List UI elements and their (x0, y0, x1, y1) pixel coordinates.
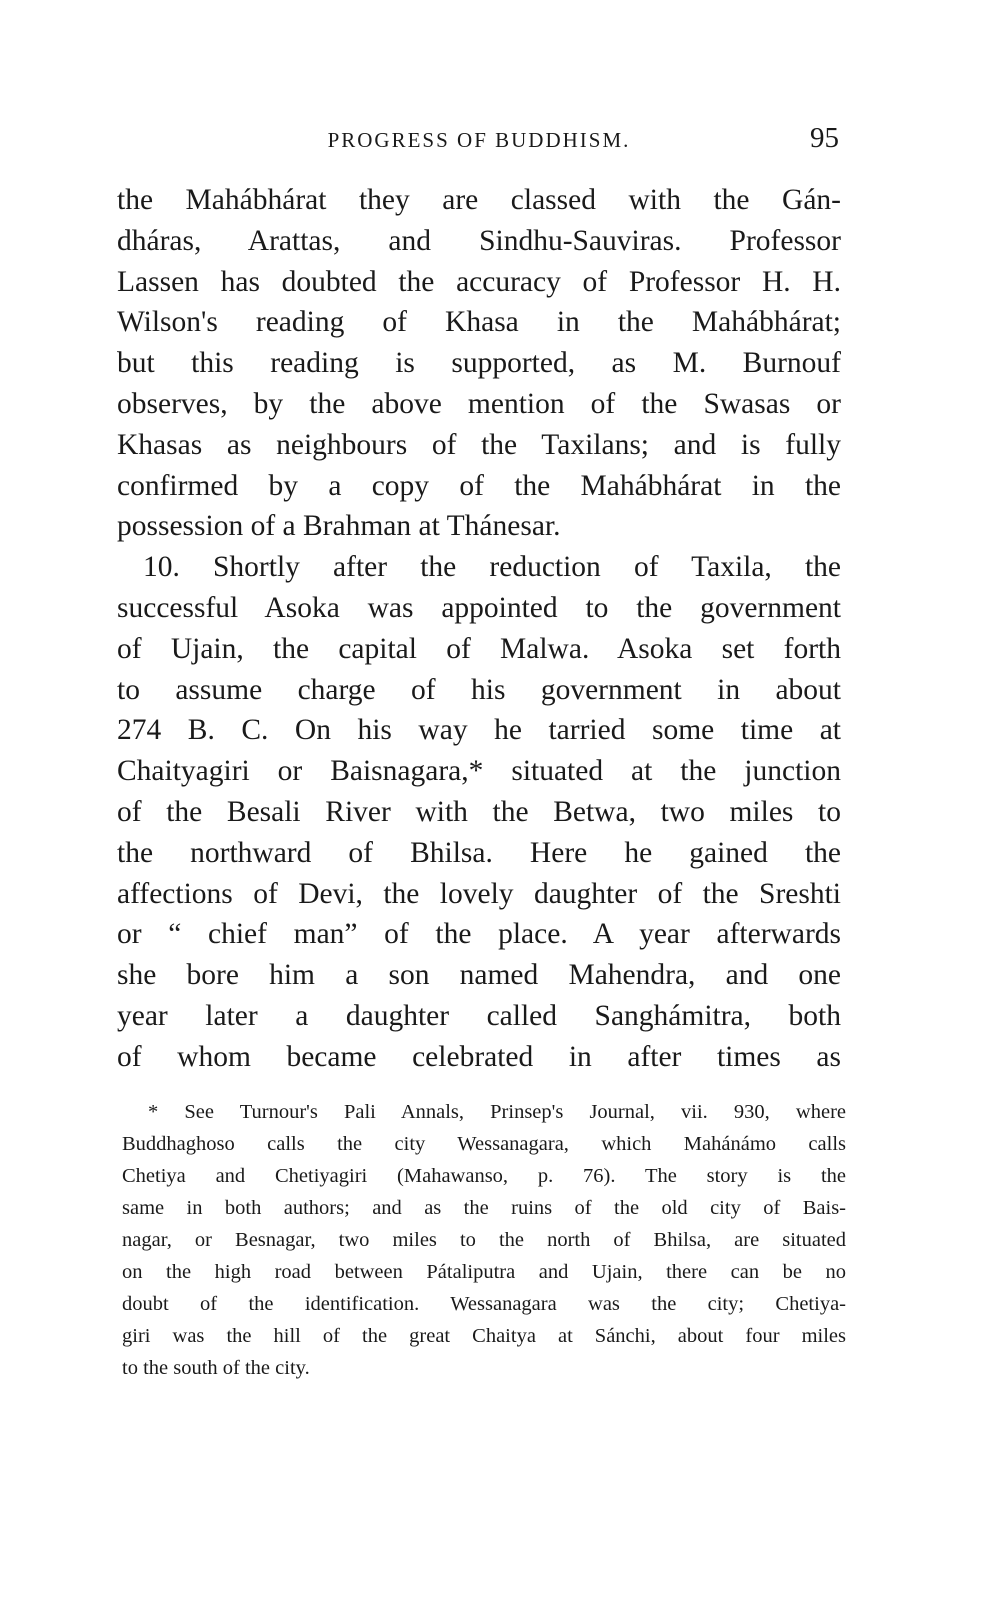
footnote-line: on the high road between Pátaliputra and Ujain, there can be no (122, 1261, 846, 1283)
paragraph-start-line: 10. Shortly after the reduction of Taxila, the (143, 551, 841, 584)
text-line: the Mahábhárat they are classed with the Gán- (117, 184, 841, 216)
text-line: Khasas as neighbours of the Taxilans; and is fully (117, 428, 841, 461)
paragraph-end-line: possession of a Brahman at Thánesar. (117, 510, 561, 543)
text-line: she bore him a son named Mahendra, and one (117, 959, 841, 992)
text-line: Chaityagiri or Baisnagara,* situated at the junction (117, 755, 841, 788)
footnote-line: Buddhaghoso calls the city Wessanagara, which Mahánámo calls (122, 1133, 846, 1155)
running-title: PROGRESS OF BUDDHISM. (327, 128, 631, 152)
text-line: year later a daughter called Sanghámitra, both (117, 999, 841, 1032)
text-line: Wilson's reading of Khasa in the Mahábhárat; (117, 306, 841, 339)
footnote-line: Chetiya and Chetiyagiri (Mahawanso, p. 76). The story is the (122, 1165, 846, 1187)
text-line: Lassen has doubted the accuracy of Professor H. H. (117, 265, 841, 298)
text-line: affections of Devi, the lovely daughter of the Sreshti (117, 877, 841, 910)
footnote (122, 1096, 846, 1384)
footnote-line: nagar, or Besnagar, two miles to the north of Bhilsa, are situated (122, 1229, 846, 1251)
text-line: or “ chief man” of the place. A year afterwards (117, 918, 841, 951)
footnote-line: doubt of the identification. Wessanagara was the city; Chetiya- (122, 1293, 846, 1315)
text-line: of the Besali River with the Betwa, two miles to (117, 795, 841, 828)
footnote-line: same in both authors; and as the ruins of the old city of Bais- (122, 1197, 846, 1219)
text-line: of Ujain, the capital of Malwa. Asoka set forth (117, 632, 841, 665)
text-line: to assume charge of his government in about (117, 673, 841, 706)
page-number: 95 (810, 122, 839, 154)
text-line: 274 B. C. On his way he tarried some time at (117, 714, 841, 747)
footnote-line: * See Turnour's Pali Annals, Prinsep's Journal, vii. 930, where (148, 1101, 846, 1123)
text-line: but this reading is supported, as M. Burnouf (117, 347, 841, 380)
text-line: of whom became celebrated in after times as (117, 1040, 841, 1073)
text-line: observes, by the above mention of the Swasas or (117, 387, 841, 420)
footnote-line: giri was the hill of the great Chaitya at Sánchi, about four miles (122, 1325, 846, 1347)
text-line: dháras, Arattas, and Sindhu-Sauviras. Professor (117, 224, 841, 257)
page-header (117, 122, 841, 168)
footnote-line: to the south of the city. (122, 1357, 310, 1379)
text-line: confirmed by a copy of the Mahábhárat in the (117, 469, 841, 502)
text-line: the northward of Bhilsa. Here he gained the (117, 836, 841, 869)
main-text (117, 180, 841, 1078)
text-line: successful Asoka was appointed to the government (117, 591, 841, 624)
